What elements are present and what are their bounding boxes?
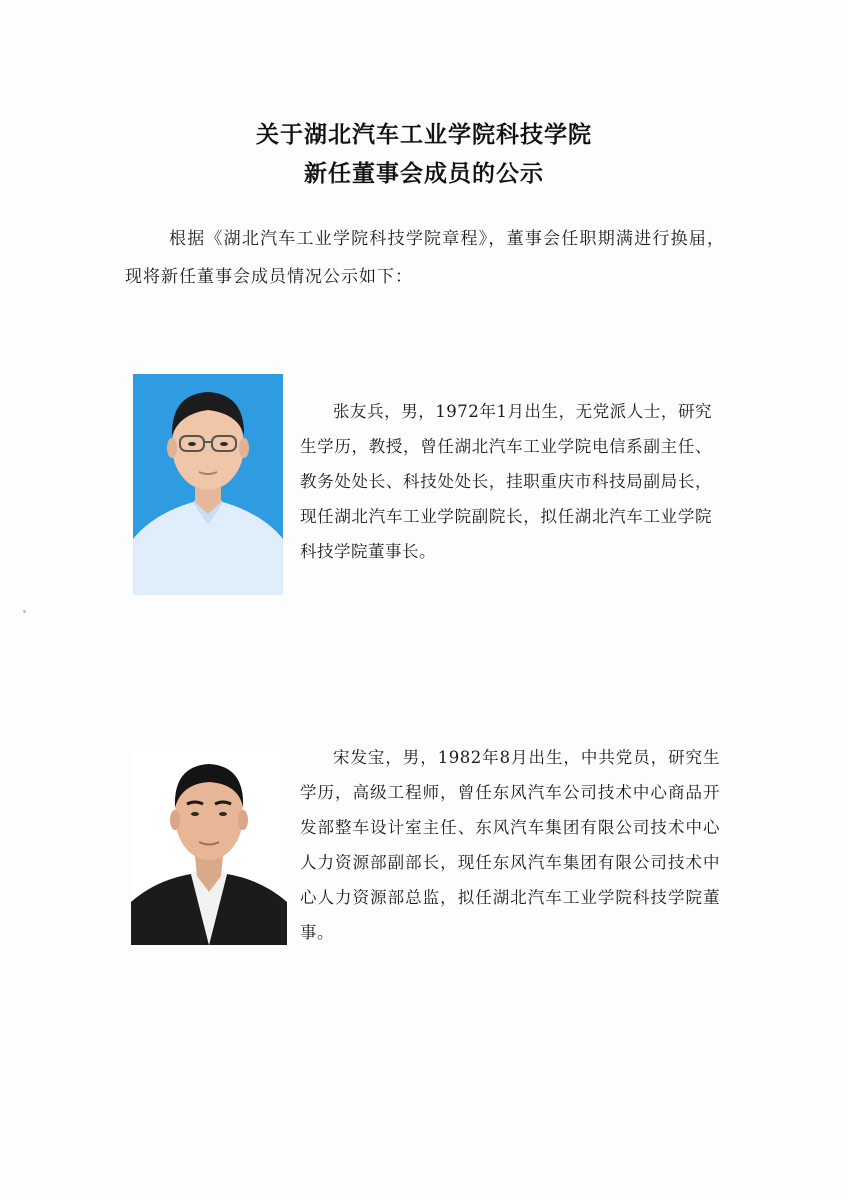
intro-paragraph: 根据《湖北汽车工业学院科技学院章程》，董事会任职期满进行换届，现将新任董事会成员情况公示如下： bbox=[125, 229, 725, 287]
portrait-icon bbox=[131, 752, 287, 945]
paper-speck bbox=[23, 610, 26, 613]
document-title-line-2: 新任董事会成员的公示 bbox=[304, 161, 544, 187]
member-2-bio: 宋发宝，男，1982年8月出生，中共党员，研究生学历，高级工程师，曾任东风汽车公司技术中心商品开发部整车设计室主任、东风汽车集团有限公司技术中心人力资源部副部长，现任东风汽车集团有限公司技术中心人力资源部总监，拟任湖北汽车工业学院科技学院董事。 bbox=[300, 748, 720, 942]
member-1-bio: 张友兵，男，1972年1月出生，无党派人士，研究生学历，教授，曾任湖北汽车工业学院电信系副主任、教务处处长、科技处处长，挂职重庆市科技局副局长，现任湖北汽车工业学院副院长，拟任湖北汽车工业学院科技学院董事长。 bbox=[300, 402, 712, 561]
member-2-portrait-photo bbox=[131, 752, 287, 945]
portrait-icon bbox=[133, 374, 283, 595]
member-1-portrait-photo bbox=[133, 374, 283, 595]
document-title-line-1: 关于湖北汽车工业学院科技学院 bbox=[256, 122, 592, 148]
